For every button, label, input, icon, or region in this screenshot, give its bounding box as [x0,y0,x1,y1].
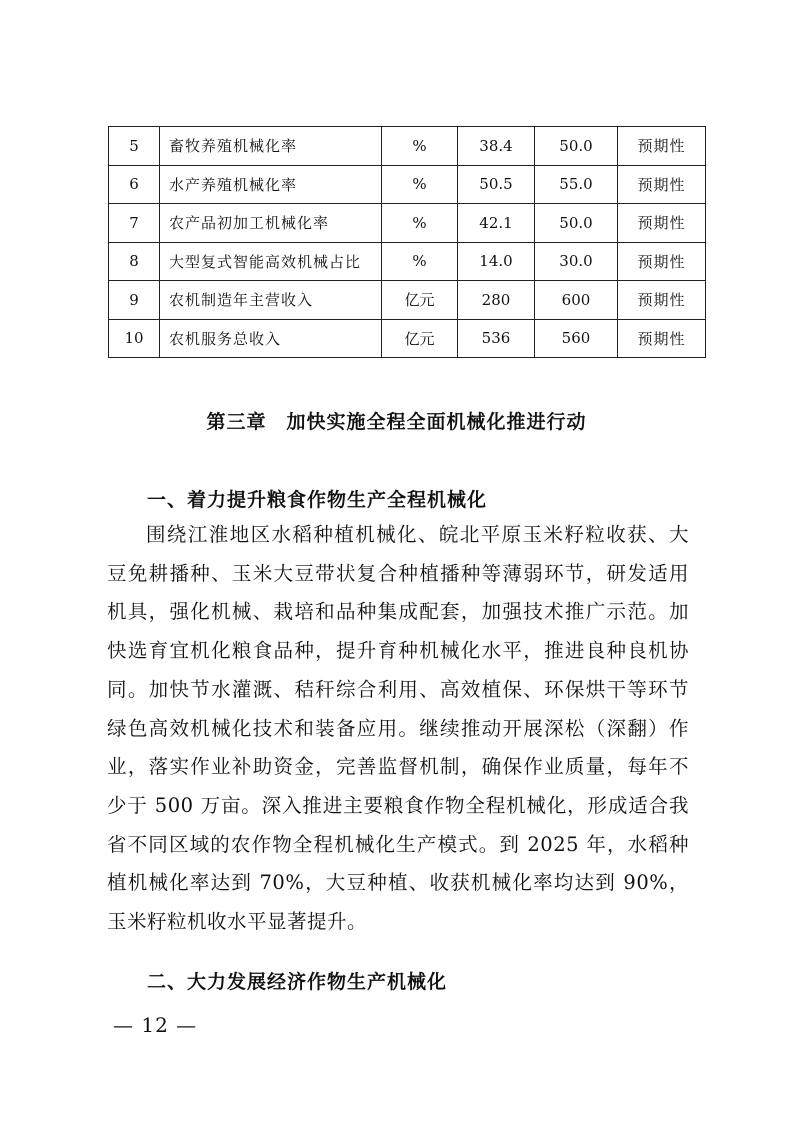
table-row [109,127,706,166]
cell-unit: % [382,242,458,281]
cell-base-value: 536 [458,319,535,358]
paragraph-line: 省不同区域的农作物全程机械化生产模式。到 2025 年，水稻种 [107,832,689,856]
table-row [109,319,706,358]
cell-index: 8 [109,242,160,281]
cell-attribute: 预期性 [618,127,706,166]
cell-index: 5 [109,127,160,166]
indicator-table [108,126,706,358]
cell-target-value: 560 [535,319,618,358]
page-number: — 12 — [113,1013,198,1037]
section-heading-cash-crops: 二、大力发展经济作物生产机械化 [147,971,448,993]
cell-attribute: 预期性 [618,165,706,204]
cell-indicator-name: 农机制造年主营收入 [160,281,382,320]
paragraph-line: 玉米籽粒机收水平显著提升。 [107,910,368,933]
indicator-table-body [109,127,706,358]
cell-target-value: 50.0 [535,204,618,243]
cell-index: 10 [109,319,160,358]
cell-unit: % [382,127,458,166]
cell-indicator-name: 农机服务总收入 [160,319,382,358]
cell-target-value: 600 [535,281,618,320]
cell-index: 7 [109,204,160,243]
paragraph-line: 绿色高效机械化技术和装备应用。继续推动开展深松（深翻）作 [107,716,689,740]
cell-unit: 亿元 [382,281,458,320]
cell-target-value: 30.0 [535,242,618,281]
table-row [109,165,706,204]
cell-indicator-name: 农产品初加工机械化率 [160,204,382,243]
cell-base-value: 42.1 [458,204,535,243]
cell-target-value: 50.0 [535,127,618,166]
paragraph-line: 少于 500 万亩。深入推进主要粮食作物全程机械化，形成适合我 [107,793,689,817]
paragraph-line: 植机械化率达到 70%，大豆种植、收获机械化率均达到 90%， [107,871,689,895]
cell-unit: 亿元 [382,319,458,358]
cell-indicator-name: 大型复式智能高效机械占比 [160,242,382,281]
cell-attribute: 预期性 [618,281,706,320]
paragraph-line: 业，落实作业补助资金，完善监督机制，确保作业质量，每年不 [107,755,689,779]
cell-index: 9 [109,281,160,320]
cell-base-value: 50.5 [458,165,535,204]
cell-attribute: 预期性 [618,319,706,358]
cell-base-value: 14.0 [458,242,535,281]
cell-indicator-name: 畜牧养殖机械化率 [160,127,382,166]
cell-attribute: 预期性 [618,242,706,281]
paragraph-line: 同。加快节水灌溉、秸秆综合利用、高效植保、环保烘干等环节 [107,677,689,701]
chapter-title: 第三章 加快实施全程全面机械化推进行动 [206,411,587,433]
table-row [109,242,706,281]
cell-attribute: 预期性 [618,204,706,243]
cell-index: 6 [109,165,160,204]
paragraph-line: 快选育宜机化粮食品种，提升育种机械化水平，推进良种良机协 [107,639,689,663]
table-row [109,281,706,320]
cell-base-value: 280 [458,281,535,320]
cell-unit: % [382,204,458,243]
paragraph-line: 围绕江淮地区水稻种植机械化、皖北平原玉米籽粒收获、大 [146,523,689,546]
table-row [109,204,706,243]
cell-unit: % [382,165,458,204]
section-heading-grain: 一、着力提升粮食作物生产全程机械化 [147,489,488,511]
cell-indicator-name: 水产养殖机械化率 [160,165,382,204]
paragraph-line: 豆免耕播种、玉米大豆带状复合种植播种等薄弱环节，研发适用 [107,561,689,585]
paragraph-line: 机具，强化机械、栽培和品种集成配套，加强技术推广示范。加 [107,600,689,624]
cell-target-value: 55.0 [535,165,618,204]
cell-base-value: 38.4 [458,127,535,166]
